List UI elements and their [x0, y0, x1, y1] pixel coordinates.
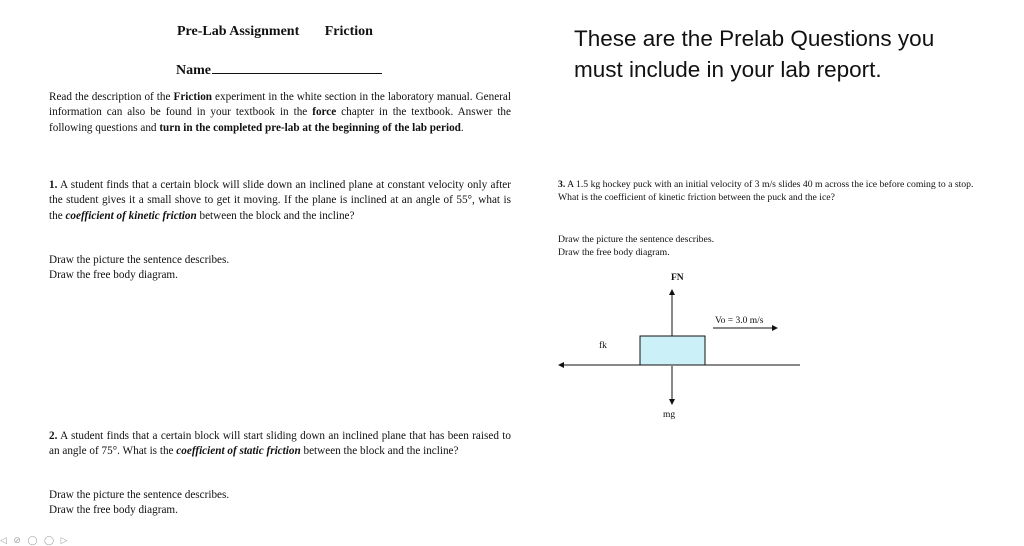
assignment-subtitle: Friction [324, 24, 373, 39]
question-text: A 1.5 kg hockey puck with an initial velocity of 3 m/s slides 40 m across the ice before coming to a stop. What is the coefficient of kinetic friction between the puck and the ice? [558, 179, 974, 203]
intro-bold: force [312, 106, 337, 119]
header-title [177, 24, 373, 40]
normal-force-label: FN [671, 273, 684, 283]
free-body-diagram-svg [550, 268, 810, 428]
name-label: Name [176, 63, 211, 78]
intro-bold: Friction [173, 91, 213, 103]
name-line [176, 59, 382, 79]
question-text: between the block and the incline? [196, 209, 355, 222]
intro-text: . [460, 121, 464, 134]
assignment-title: Pre-Lab Assignment [177, 24, 300, 39]
instruction-line: Draw the free body diagram. [49, 269, 178, 282]
question-3-instructions [558, 233, 858, 259]
question-text: A student finds that a certain block will slide down an inclined plane at constant velocity only after the student gives it a small shove to get it moving. If the plane is inclined at an angle of 55°, what is the [49, 179, 511, 222]
free-body-diagram [550, 268, 810, 428]
question-number: 1. [49, 179, 58, 191]
prelab-note [574, 23, 1014, 85]
question-text: A student finds that a certain block will start sliding down an inclined plane that has been raised to an angle of 75°. What is the [49, 430, 511, 458]
prelab-note-line: must include in your lab report. [574, 57, 882, 82]
instruction-line: Draw the picture the sentence describes. [49, 489, 230, 501]
intro-paragraph [49, 90, 511, 136]
velocity-label: Vo = 3.0 m/s [715, 316, 764, 326]
prelab-note-line: These are the Prelab Questions you [574, 26, 935, 51]
question-emphasis: coefficient of static friction [176, 445, 301, 458]
question-2 [49, 429, 511, 460]
question-emphasis: coefficient of kinetic friction [65, 209, 197, 222]
weight-label: mg [663, 410, 676, 420]
question-2-instructions [49, 488, 349, 519]
instruction-line: Draw the free body diagram. [49, 504, 178, 517]
question-1-instructions [49, 253, 349, 284]
intro-text: chapter in the textbook. Answer the following questions and [49, 106, 511, 134]
intro-text: experiment in the white section in the laboratory manual. General information can also be found in your textbook in the [49, 91, 511, 119]
intro-bold: turn in the completed pre-lab at the beginning of the lab period [159, 121, 461, 134]
page-nav-glyphs: ◁ ⊘ ◯ ◯ ▷ [0, 535, 70, 545]
friction-label: fk [599, 341, 607, 351]
instruction-line: Draw the free body diagram. [558, 247, 670, 258]
block [640, 336, 705, 365]
question-number: 2. [49, 430, 58, 442]
name-blank [212, 59, 382, 74]
question-number: 3. [558, 179, 566, 190]
instruction-line: Draw the picture the sentence describes. [49, 254, 230, 266]
question-1 [49, 178, 511, 224]
instruction-line: Draw the picture the sentence describes. [558, 234, 715, 245]
question-text: between the block and the incline? [300, 445, 459, 458]
question-3 [558, 178, 982, 204]
intro-text: Read the description of the [49, 91, 174, 103]
